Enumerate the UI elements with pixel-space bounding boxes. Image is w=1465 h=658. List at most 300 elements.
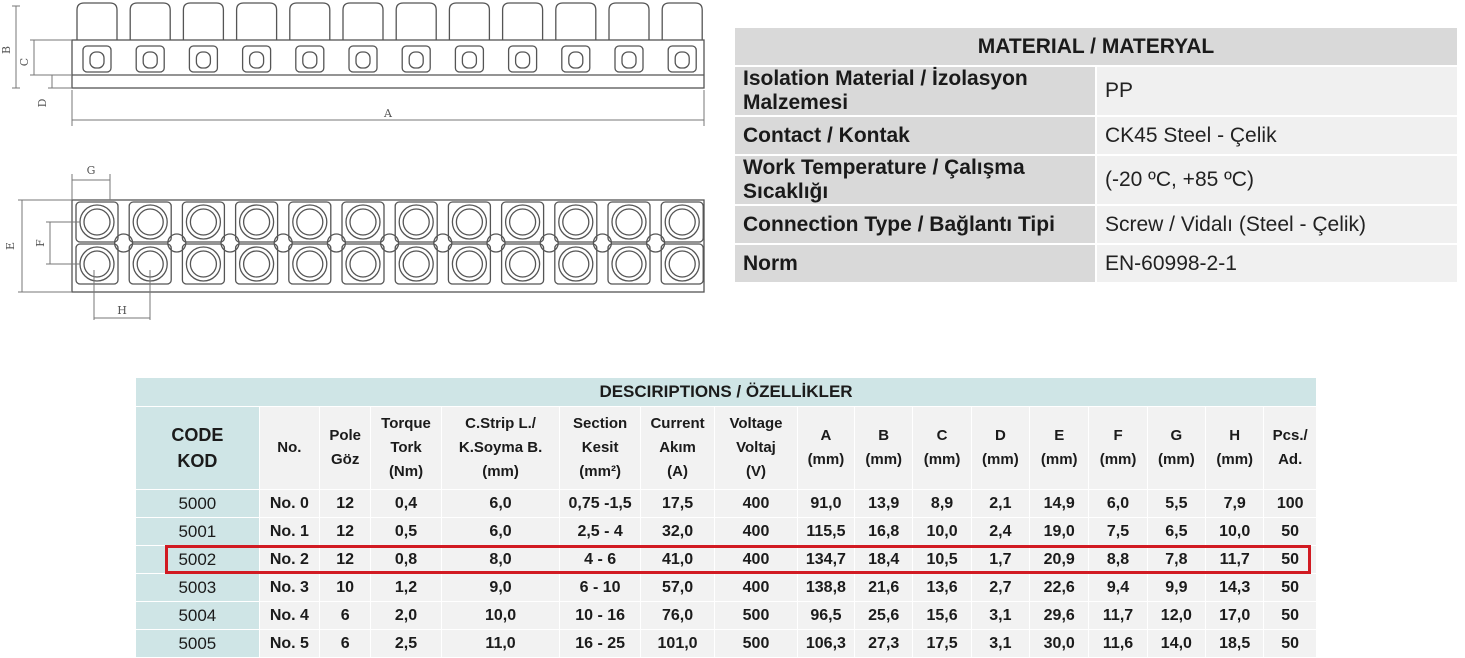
material-table (733, 26, 1459, 284)
side-view-body (72, 40, 704, 88)
terminal-screw-head (350, 209, 376, 235)
terminal-screw-head (669, 251, 695, 277)
column-header-line: (mm²) (579, 463, 621, 480)
column-header-line: Pole (329, 427, 362, 444)
column-header (259, 407, 319, 490)
mounting-hole (381, 234, 399, 252)
table-cell: 8,8 (1089, 546, 1147, 574)
terminal-screw (303, 52, 317, 68)
material-row (734, 155, 1458, 205)
table-cell: 3,1 (971, 602, 1029, 630)
dim-label-b: B (0, 45, 13, 55)
terminal-socket (76, 202, 118, 242)
column-header (855, 407, 913, 490)
side-view-terminals (77, 3, 702, 72)
code-cell: 5001 (136, 518, 260, 546)
mounting-hole (647, 234, 665, 252)
code-cell: 5002 (136, 546, 260, 574)
terminal-screw (516, 52, 530, 68)
table-cell: 10,0 (1206, 518, 1264, 546)
dim-label-e: E (4, 241, 17, 251)
code-cell: 5004 (136, 602, 260, 630)
table-cell: 10 (320, 574, 371, 602)
table-cell: 14,9 (1030, 490, 1089, 518)
terminal-cap (556, 3, 596, 40)
column-header-line: (Nm) (388, 463, 424, 480)
column-header-line: A (820, 427, 832, 444)
table-cell: No. 5 (259, 630, 319, 658)
terminal-screw-head (84, 251, 110, 277)
material-value: CK45 Steel - Çelik (1096, 116, 1458, 155)
column-header-line: (V) (746, 463, 766, 480)
terminal-screw (356, 52, 370, 68)
terminal-cap (609, 3, 649, 40)
column-header (797, 407, 854, 490)
dim-label-a: A (384, 107, 392, 120)
material-row (734, 244, 1458, 283)
table-cell: 25,6 (855, 602, 913, 630)
terminal-socket (448, 244, 490, 284)
terminal-screw (675, 52, 689, 68)
mounting-hole (221, 234, 239, 252)
material-row (734, 66, 1458, 116)
column-header-line: CODE (171, 425, 224, 445)
terminal-screw-head (403, 209, 429, 235)
terminal-socket (555, 244, 597, 284)
table-cell: 12 (320, 518, 371, 546)
table-cell: 1,7 (971, 546, 1029, 574)
mounting-hole (434, 234, 452, 252)
terminal-screw-head (190, 251, 216, 277)
table-cell: 2,7 (971, 574, 1029, 602)
terminal-socket (236, 244, 278, 284)
terminal-screw-head (133, 205, 167, 239)
table-cell: 10,5 (913, 546, 971, 574)
table-cell: 6,0 (441, 490, 560, 518)
dim-label-d: D (36, 98, 49, 108)
terminal-socket (661, 244, 703, 284)
table-cell: 115,5 (797, 518, 854, 546)
terminal-screw-head (80, 205, 114, 239)
table-row (136, 574, 1317, 602)
terminal-screw-head (186, 247, 220, 281)
material-property: Connection Type / Bağlantı Tipi (734, 205, 1096, 244)
table-cell: No. 1 (259, 518, 319, 546)
material-title: MATERIAL / MATERYAL (734, 27, 1458, 66)
terminal-screw (409, 52, 423, 68)
table-cell: 2,1 (971, 490, 1029, 518)
column-header (1089, 407, 1147, 490)
material-value: Screw / Vidalı (Steel - Çelik) (1096, 205, 1458, 244)
terminal-socket (608, 244, 650, 284)
terminal-screw-head (612, 247, 646, 281)
table-cell: 18,4 (855, 546, 913, 574)
table-cell: 11,0 (441, 630, 560, 658)
table-cell: 2,5 - 4 (560, 518, 640, 546)
terminal-socket (76, 244, 118, 284)
column-header-line: Akım (659, 439, 696, 456)
descriptions-title: DESCIRIPTIONS / ÖZELLİKLER (136, 378, 1317, 407)
column-header-line: KOD (177, 451, 218, 471)
table-cell: 13,9 (855, 490, 913, 518)
terminal-screw (143, 52, 157, 68)
table-cell: 2,4 (971, 518, 1029, 546)
table-cell: 6,0 (441, 518, 560, 546)
table-cell: 10,0 (441, 602, 560, 630)
terminal-screw-head (563, 251, 589, 277)
column-header (441, 407, 560, 490)
table-cell: 500 (715, 630, 797, 658)
column-header-line: Voltage (729, 415, 783, 432)
table-cell: 500 (715, 602, 797, 630)
table-cell: 12,0 (1147, 602, 1205, 630)
table-cell: 0,5 (371, 518, 441, 546)
code-cell: 5003 (136, 574, 260, 602)
terminal-cap (396, 3, 436, 40)
table-cell: 100 (1264, 490, 1317, 518)
mounting-hole (540, 234, 558, 252)
material-property: Contact / Kontak (734, 116, 1096, 155)
table-cell: 9,0 (441, 574, 560, 602)
column-header-line: (mm) (865, 451, 903, 468)
top-view-body (72, 200, 704, 292)
terminal-socket (555, 202, 597, 242)
table-cell: 14,3 (1206, 574, 1264, 602)
table-cell: 15,6 (913, 602, 971, 630)
terminal-screw-head (80, 247, 114, 281)
table-cell: 17,5 (913, 630, 971, 658)
terminal-cap (183, 3, 223, 40)
material-value: PP (1096, 66, 1458, 116)
column-header-line: B (878, 427, 890, 444)
column-header-line: G (1170, 427, 1183, 444)
terminal-screw-head (297, 209, 323, 235)
table-cell: No. 0 (259, 490, 319, 518)
table-cell: 14,0 (1147, 630, 1205, 658)
table-cell: 400 (715, 490, 797, 518)
terminal-screw-head (452, 247, 486, 281)
terminal-cap (343, 3, 383, 40)
dim-label-g: G (86, 164, 96, 177)
code-cell: 5005 (136, 630, 260, 658)
terminal-screw-head (244, 251, 270, 277)
terminal-screw (622, 52, 636, 68)
table-cell: 13,6 (913, 574, 971, 602)
table-cell: 7,5 (1089, 518, 1147, 546)
terminal-screw-head (297, 251, 323, 277)
table-cell: 57,0 (640, 574, 714, 602)
column-header-line: (mm) (1216, 451, 1254, 468)
terminal-screw-head (240, 205, 274, 239)
terminal-screw-head (612, 205, 646, 239)
table-cell: 20,9 (1030, 546, 1089, 574)
table-cell: 50 (1264, 546, 1317, 574)
terminal-screw-head (346, 205, 380, 239)
code-cell: 5000 (136, 490, 260, 518)
terminal-screw-head (506, 247, 540, 281)
column-header (715, 407, 797, 490)
terminal-socket (395, 202, 437, 242)
table-row (136, 546, 1317, 574)
terminal-cap (449, 3, 489, 40)
column-header (1147, 407, 1205, 490)
material-property: Isolation Material / İzolasyon Malzemesi (734, 66, 1096, 116)
dim-label-h: H (117, 304, 127, 317)
table-cell: 6 (320, 602, 371, 630)
terminal-cap (130, 3, 170, 40)
table-row (136, 630, 1317, 658)
table-cell: 10,0 (913, 518, 971, 546)
table-cell: 0,8 (371, 546, 441, 574)
terminal-socket (608, 202, 650, 242)
terminal-socket (129, 202, 171, 242)
terminal-cap (77, 3, 117, 40)
table-cell: 11,7 (1089, 602, 1147, 630)
terminal-screw-head (616, 209, 642, 235)
table-cell: 0,4 (371, 490, 441, 518)
table-cell: 400 (715, 546, 797, 574)
side-view-drawing (0, 0, 720, 140)
table-cell: 22,6 (1030, 574, 1089, 602)
table-cell: 400 (715, 574, 797, 602)
table-cell: 16 - 25 (560, 630, 640, 658)
terminal-socket (182, 202, 224, 242)
table-cell: 0,75 -1,5 (560, 490, 640, 518)
column-header-line: Voltaj (736, 439, 776, 456)
column-header (640, 407, 714, 490)
column-header-line: (A) (667, 463, 688, 480)
column-header (136, 407, 260, 490)
column-header-line: Kesit (581, 439, 619, 456)
table-cell: 50 (1264, 602, 1317, 630)
terminal-screw (462, 52, 476, 68)
terminal-socket (395, 244, 437, 284)
terminal-screw-head (403, 251, 429, 277)
table-cell: 17,0 (1206, 602, 1264, 630)
column-header-line: D (994, 427, 1006, 444)
column-header-line: F (1113, 427, 1123, 444)
table-cell: 7,8 (1147, 546, 1205, 574)
dim-label-c: C (18, 57, 31, 67)
column-header (320, 407, 371, 490)
table-cell: 76,0 (640, 602, 714, 630)
table-cell: 91,0 (797, 490, 854, 518)
top-view-drawing (0, 160, 720, 320)
dim-label-f: F (34, 239, 47, 247)
terminal-screw-head (399, 247, 433, 281)
terminal-cap (237, 3, 277, 40)
material-row (734, 116, 1458, 155)
terminal-screw-head (510, 251, 536, 277)
table-cell: No. 3 (259, 574, 319, 602)
terminal-screw (250, 52, 264, 68)
mounting-hole (274, 234, 292, 252)
terminal-screw-head (190, 209, 216, 235)
terminal-screw-head (510, 209, 536, 235)
terminal-screw-head (293, 247, 327, 281)
column-header-line: (mm) (923, 451, 961, 468)
table-cell: 134,7 (797, 546, 854, 574)
table-cell: 29,6 (1030, 602, 1089, 630)
material-row (734, 205, 1458, 244)
column-header (371, 407, 441, 490)
mounting-hole (168, 234, 186, 252)
terminal-screw-head (240, 247, 274, 281)
column-header-line: Ad. (1278, 451, 1303, 468)
table-cell: No. 4 (259, 602, 319, 630)
terminal-socket (236, 202, 278, 242)
column-header-line: Göz (331, 451, 360, 468)
table-cell: 50 (1264, 630, 1317, 658)
terminal-socket (342, 202, 384, 242)
terminal-screw-head (559, 205, 593, 239)
table-cell: 400 (715, 518, 797, 546)
terminal-screw-head (293, 205, 327, 239)
terminal-socket (182, 244, 224, 284)
table-cell: 9,9 (1147, 574, 1205, 602)
table-cell: 6,0 (1089, 490, 1147, 518)
table-cell: 50 (1264, 574, 1317, 602)
terminal-socket (289, 244, 331, 284)
table-cell: 138,8 (797, 574, 854, 602)
terminal-socket (289, 202, 331, 242)
table-cell: 1,2 (371, 574, 441, 602)
table-cell: 3,1 (971, 630, 1029, 658)
material-property: Norm (734, 244, 1096, 283)
table-cell: 106,3 (797, 630, 854, 658)
table-cell: 41,0 (640, 546, 714, 574)
column-header-line: E (1054, 427, 1065, 444)
table-row (136, 518, 1317, 546)
terminal-socket (661, 202, 703, 242)
column-header-line: Pcs./ (1272, 427, 1308, 444)
table-row (136, 602, 1317, 630)
table-cell: 12 (320, 546, 371, 574)
terminal-cap (290, 3, 330, 40)
top-view-terminals (76, 202, 703, 284)
terminal-screw (90, 52, 104, 68)
table-cell: No. 2 (259, 546, 319, 574)
column-header-line: (mm) (1040, 451, 1078, 468)
terminal-screw-head (559, 247, 593, 281)
column-header-line: K.Soyma B. (458, 439, 543, 456)
column-header-line: (mm) (482, 463, 519, 480)
terminal-screw-head (346, 247, 380, 281)
terminal-socket (502, 202, 544, 242)
terminal-socket (448, 202, 490, 242)
column-header-line: C.Strip L./ (465, 415, 536, 432)
column-header-line: C (936, 427, 948, 444)
mounting-hole (593, 234, 611, 252)
table-cell: 19,0 (1030, 518, 1089, 546)
terminal-screw-head (506, 205, 540, 239)
table-cell: 27,3 (855, 630, 913, 658)
terminal-screw-head (137, 209, 163, 235)
table-cell: 101,0 (640, 630, 714, 658)
column-header-line: Tork (390, 439, 422, 456)
mounting-hole (327, 234, 345, 252)
table-cell: 8,0 (441, 546, 560, 574)
terminal-screw-head (665, 205, 699, 239)
terminal-screw-head (350, 251, 376, 277)
table-cell: 32,0 (640, 518, 714, 546)
table-cell: 11,7 (1206, 546, 1264, 574)
column-header (1206, 407, 1264, 490)
material-value: EN-60998-2-1 (1096, 244, 1458, 283)
column-header (1030, 407, 1089, 490)
terminal-screw-head (563, 209, 589, 235)
column-header (913, 407, 971, 490)
table-cell: 6,5 (1147, 518, 1205, 546)
terminal-screw-head (665, 247, 699, 281)
material-property: Work Temperature / Çalışma Sıcaklığı (734, 155, 1096, 205)
table-cell: 9,4 (1089, 574, 1147, 602)
column-header-line: (mm) (982, 451, 1019, 468)
column-header-line: Section (573, 415, 628, 432)
table-cell: 5,5 (1147, 490, 1205, 518)
table-cell: 4 - 6 (560, 546, 640, 574)
table-cell: 16,8 (855, 518, 913, 546)
mounting-hole (487, 234, 505, 252)
table-cell: 50 (1264, 518, 1317, 546)
table-cell: 2,5 (371, 630, 441, 658)
descriptions-table (135, 377, 1317, 658)
terminal-screw-head (452, 205, 486, 239)
mounting-hole (115, 234, 133, 252)
table-cell: 7,9 (1206, 490, 1264, 518)
terminal-screw-head (456, 209, 482, 235)
terminal-screw-head (399, 205, 433, 239)
terminal-screw-head (456, 251, 482, 277)
terminal-cap (503, 3, 543, 40)
table-cell: 17,5 (640, 490, 714, 518)
material-value: (-20 ºC, +85 ºC) (1096, 155, 1458, 205)
terminal-screw-head (84, 209, 110, 235)
column-header (560, 407, 640, 490)
table-cell: 10 - 16 (560, 602, 640, 630)
table-cell: 18,5 (1206, 630, 1264, 658)
column-header-line: Torque (381, 415, 431, 432)
terminal-cap (662, 3, 702, 40)
column-header-line: (mm) (1158, 451, 1195, 468)
descriptions-header-row (136, 407, 1317, 490)
table-cell: 21,6 (855, 574, 913, 602)
column-header-line: (mm) (807, 451, 845, 468)
table-cell: 12 (320, 490, 371, 518)
table-row (136, 490, 1317, 518)
table-cell: 2,0 (371, 602, 441, 630)
terminal-screw-head (244, 209, 270, 235)
column-header (1264, 407, 1317, 490)
table-cell: 30,0 (1030, 630, 1089, 658)
terminal-screw-head (616, 251, 642, 277)
terminal-screw-head (186, 205, 220, 239)
terminal-socket (502, 244, 544, 284)
column-header-line: Current (650, 415, 705, 432)
table-cell: 11,6 (1089, 630, 1147, 658)
table-cell: 6 (320, 630, 371, 658)
table-cell: 96,5 (797, 602, 854, 630)
column-header-line: No. (277, 439, 302, 456)
terminal-socket (342, 244, 384, 284)
column-header-line: (mm) (1099, 451, 1137, 468)
terminal-screw (569, 52, 583, 68)
column-header-line: H (1229, 427, 1241, 444)
terminal-screw-head (669, 209, 695, 235)
table-cell: 6 - 10 (560, 574, 640, 602)
table-cell: 8,9 (913, 490, 971, 518)
column-header (971, 407, 1029, 490)
